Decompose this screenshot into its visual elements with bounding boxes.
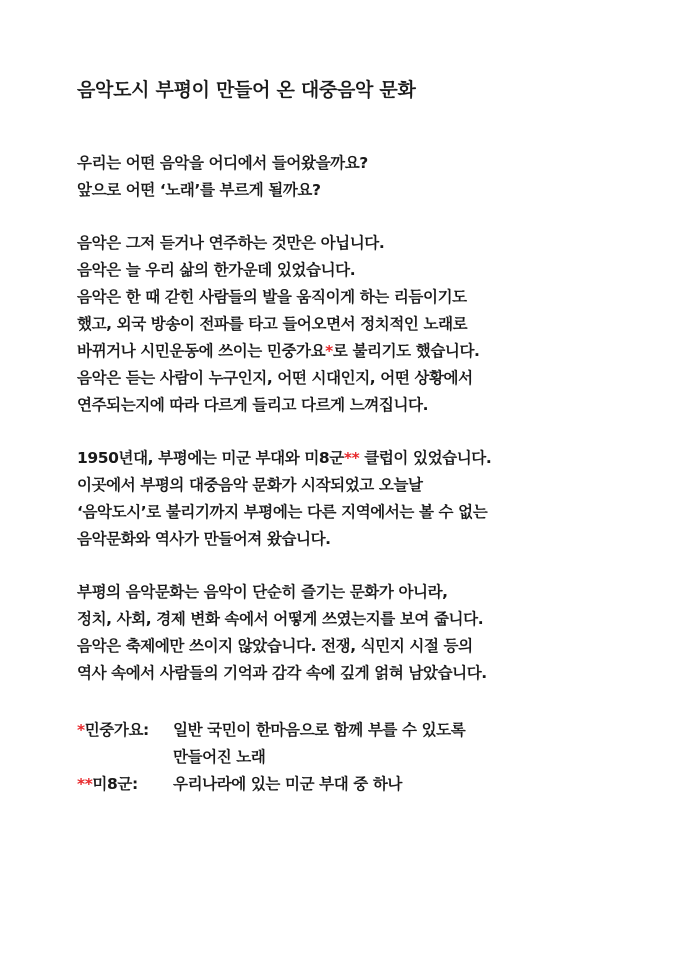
text-line (77, 445, 667, 472)
text-line: ‘음악도시’로 불리기까지 부평에는 다른 지역에서는 볼 수 없는 (77, 503, 488, 521)
text-line: 이곳에서 부평의 대중음악 문화가 시작되었고 오늘날 (77, 476, 423, 494)
footnote-term-label: 민중가요: (84, 721, 149, 739)
footnote-mark: ** (77, 775, 93, 793)
text-segment: 클럽이 있었습니다. (359, 449, 492, 467)
text-line: 했고, 외국 방송이 전파를 타고 들어오면서 정치적인 노래로 (77, 315, 468, 333)
footnote-mark: * (77, 721, 85, 739)
footnote-term (77, 717, 173, 771)
text-line: 연주되는지에 따라 다르게 들리고 다르게 느껴집니다. (77, 396, 429, 414)
culture-paragraph (77, 579, 667, 687)
text-segment: 1950년대, 부평에는 미군 부대와 미8군 (77, 449, 344, 467)
definition-line: 일반 국민이 한마음으로 함께 부를 수 있도록 (173, 721, 466, 739)
footnotes (77, 717, 667, 798)
text-segment: 바뀌거나 시민운동에 쓰이는 민중가요 (77, 342, 326, 360)
footnote-definition (173, 717, 465, 771)
text-line (77, 338, 667, 365)
text-line: 음악은 듣는 사람이 누구인지, 어떤 시대인지, 어떤 상황에서 (77, 369, 473, 387)
definition-line: 만들어진 노래 (173, 748, 266, 766)
text-line: 음악은 그저 듣거나 연주하는 것만은 아닙니다. (77, 234, 385, 252)
text-line: 음악은 늘 우리 삶의 한가운데 있었습니다. (77, 261, 356, 279)
text-segment: 로 불리기도 했습니다. (332, 342, 480, 360)
footnote-8th-army (77, 771, 667, 798)
text-line: 부평의 음악문화는 음악이 단순히 즐기는 문화가 아니라, (77, 583, 448, 601)
text-line: 음악문화와 역사가 만들어져 왔습니다. (77, 530, 331, 548)
footnote-term-label: 미8군: (92, 775, 138, 793)
text-line: 우리는 어떤 음악을 어디에서 들어왔을까요? (77, 154, 368, 172)
text-line: 역사 속에서 사람들의 기억과 감각 속에 깊게 얽혀 남았습니다. (77, 664, 487, 682)
document-page (77, 76, 667, 798)
footnote-mark: ** (343, 449, 360, 467)
footnote-mark: * (325, 342, 333, 360)
text-line: 앞으로 어떤 ‘노래’를 부르게 될까요? (77, 181, 321, 199)
history-paragraph (77, 445, 667, 553)
text-line: 음악은 한 때 갇힌 사람들의 발을 움직이게 하는 리듬이기도 (77, 288, 467, 306)
footnote-term (77, 771, 173, 798)
footnote-minjung-gayo (77, 717, 667, 771)
music-meaning-paragraph (77, 230, 667, 419)
text-line: 정치, 사회, 경제 변화 속에서 어떻게 쓰였는지를 보여 줍니다. (77, 610, 484, 628)
definition-line: 우리나라에 있는 미군 부대 중 하나 (173, 775, 403, 793)
page-title: 음악도시 부평이 만들어 온 대중음악 문화 (77, 79, 416, 101)
intro-paragraph (77, 150, 667, 204)
footnote-definition (173, 771, 402, 798)
text-line: 음악은 축제에만 쓰이지 않았습니다. 전쟁, 식민지 시절 등의 (77, 637, 473, 655)
